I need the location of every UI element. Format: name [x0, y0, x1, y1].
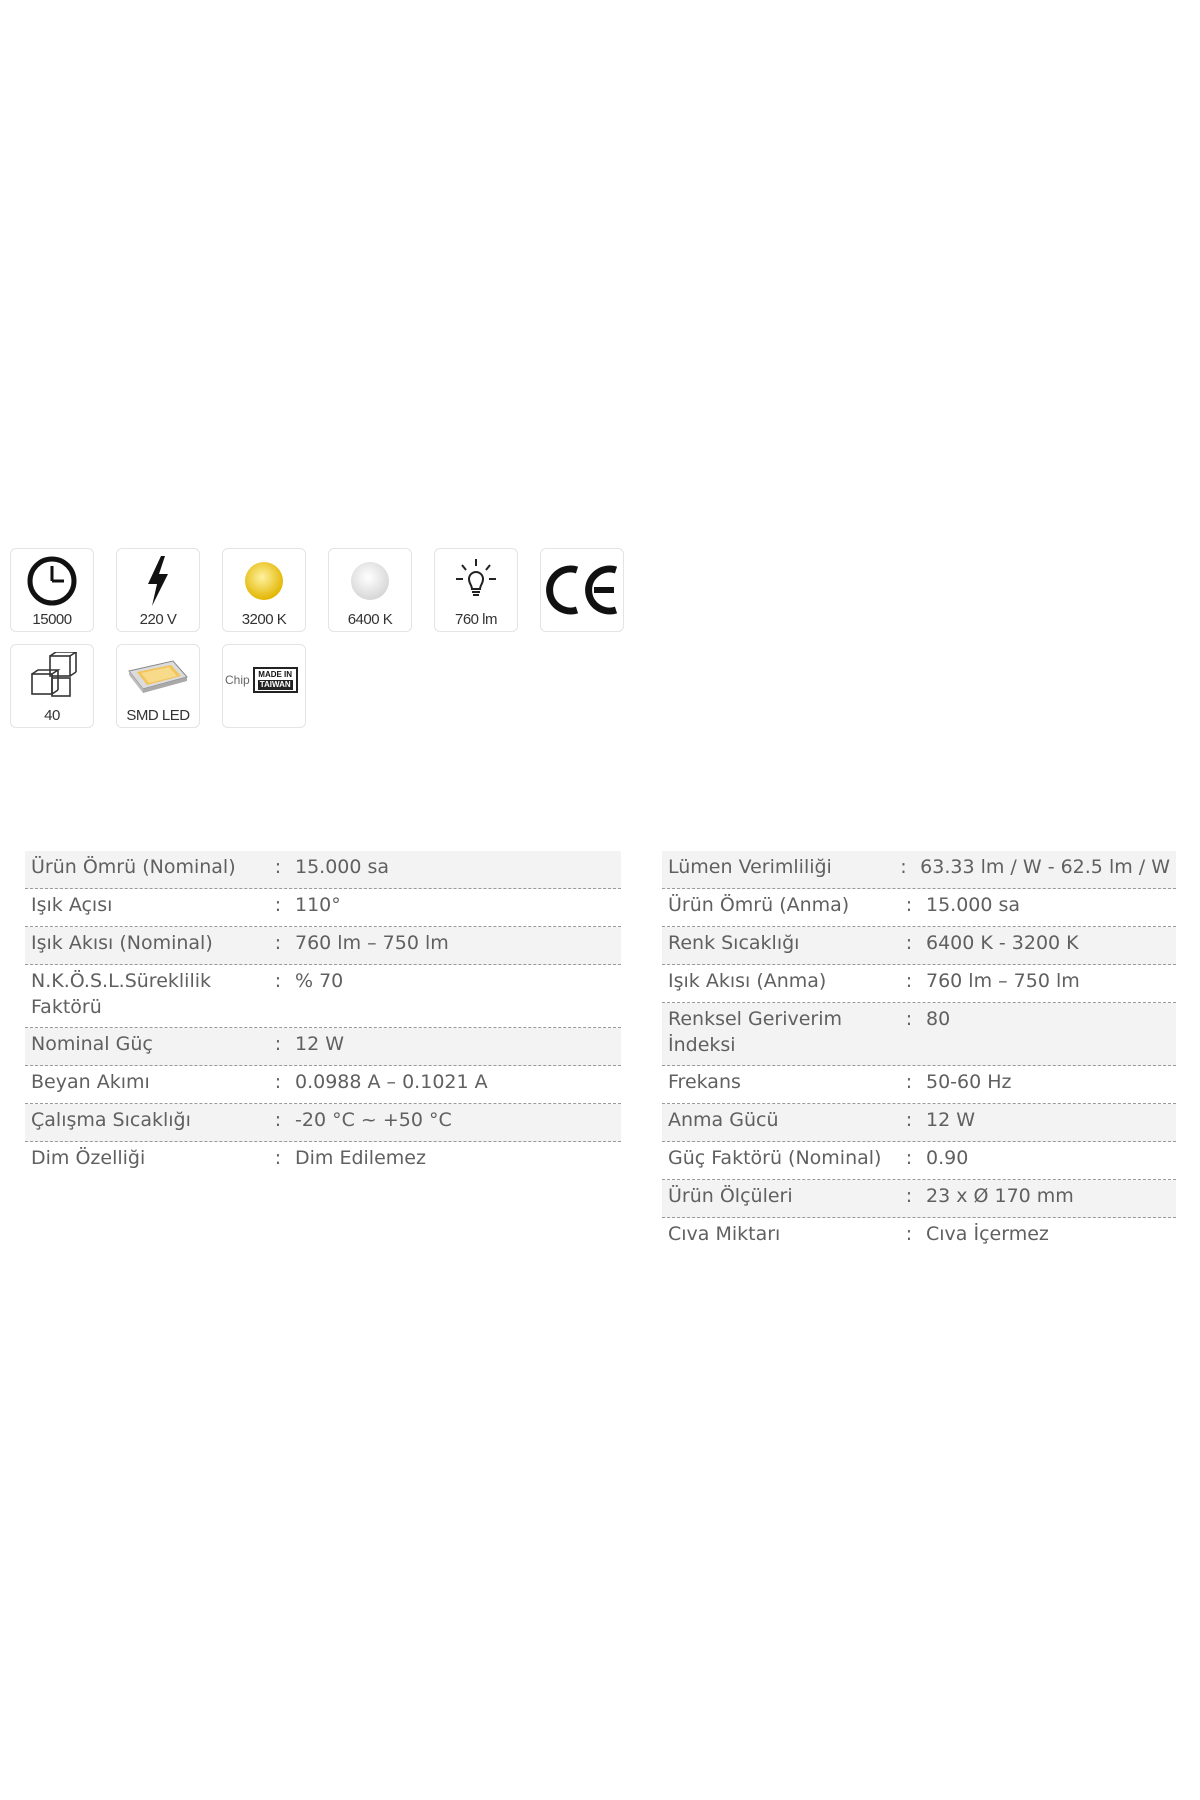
separator: : [900, 856, 907, 878]
separator: : [274, 894, 282, 916]
spec-row [662, 965, 1176, 1003]
spec-value: Cıva İçermez [926, 1223, 1049, 1245]
taiwan-text: TAIWAN [259, 680, 291, 689]
spec-key: Işık Açısı [31, 894, 113, 916]
separator: : [274, 1109, 282, 1131]
separator: : [274, 1147, 282, 1169]
spec-value: 760 lm – 750 lm [926, 970, 1080, 992]
separator: : [905, 1008, 913, 1030]
spec-key: Cıva Miktarı [668, 1223, 781, 1245]
lifetime-caption: 15000 [32, 611, 72, 628]
chip-made-in-taiwan-icon [253, 667, 298, 693]
spec-row [662, 889, 1176, 927]
spec-key: Dim Özelliği [31, 1147, 146, 1169]
separator: : [905, 894, 913, 916]
spec-key: Güç Faktörü (Nominal) [668, 1147, 882, 1169]
spec-value: 50-60 Hz [926, 1071, 1012, 1093]
spec-row [25, 965, 621, 1028]
warm-color-caption: 3200 K [241, 611, 287, 628]
boxes-icon [26, 652, 78, 702]
spec-row [662, 1066, 1176, 1104]
quantity-tile [10, 644, 94, 728]
spec-key: Anma Gücü [668, 1109, 779, 1131]
spec-row [25, 1142, 621, 1180]
spec-key: N.K.Ö.S.L.Süreklilik Faktörü [31, 970, 212, 1018]
spec-value: 0.90 [926, 1147, 969, 1169]
spec-key: Çalışma Sıcaklığı [31, 1109, 191, 1131]
spec-value: 15.000 sa [926, 894, 1021, 916]
separator: : [274, 856, 282, 878]
spec-table-left [25, 851, 621, 1180]
spec-key: Ürün Ömrü (Anma) [668, 894, 850, 916]
separator: : [905, 1071, 913, 1093]
spec-key: Işık Akısı (Anma) [668, 970, 827, 992]
separator: : [905, 970, 913, 992]
ce-mark-icon [544, 562, 620, 618]
spec-row [25, 851, 621, 889]
bulb-rays-icon [450, 555, 502, 607]
spec-row [662, 1104, 1176, 1142]
lumen-tile [434, 548, 518, 632]
cool-color-tile [328, 548, 412, 632]
spec-value: 0.0988 A – 0.1021 A [295, 1071, 488, 1093]
warm-color-tile [222, 548, 306, 632]
warm-light-icon [242, 559, 286, 603]
spec-value: 6400 K - 3200 K [926, 932, 1079, 954]
spec-value: 80 [926, 1008, 951, 1030]
quantity-caption: 40 [44, 707, 60, 724]
cool-color-caption: 6400 K [347, 611, 393, 628]
separator: : [905, 1109, 913, 1131]
spec-row [25, 1104, 621, 1142]
spec-value: 15.000 sa [295, 856, 390, 878]
spec-row [662, 1218, 1176, 1256]
spec-row [662, 1142, 1176, 1180]
spec-row [25, 889, 621, 927]
spec-key: Renksel Geriverim İndeksi [668, 1008, 843, 1056]
led-type-caption: SMD LED [126, 707, 190, 724]
lightning-icon [143, 554, 173, 608]
spec-row [25, 927, 621, 965]
spec-value: % 70 [295, 970, 344, 992]
smd-led-chip-icon [125, 657, 191, 697]
separator: : [905, 1223, 913, 1245]
spec-row [662, 1180, 1176, 1218]
separator: : [274, 932, 282, 954]
spec-key: Lümen Verimliliği [668, 856, 832, 878]
separator: : [274, 1071, 282, 1093]
spec-key: Ürün Ölçüleri [668, 1185, 793, 1207]
separator: : [274, 1033, 282, 1055]
spec-key: Ürün Ömrü (Nominal) [31, 856, 236, 878]
cool-light-icon [348, 559, 392, 603]
ce-tile [540, 548, 624, 632]
spec-value: 12 W [295, 1033, 345, 1055]
spec-value: 23 x Ø 170 mm [926, 1185, 1074, 1207]
spec-value: Dim Edilemez [295, 1147, 426, 1169]
spec-value: 110° [295, 894, 341, 916]
chip-origin-tile [222, 644, 306, 728]
made-in-text: MADE IN [258, 670, 293, 679]
lifetime-tile [10, 548, 94, 632]
voltage-tile [116, 548, 200, 632]
spec-value: 12 W [926, 1109, 976, 1131]
separator: : [905, 1185, 913, 1207]
spec-row [25, 1066, 621, 1104]
spec-key: Nominal Güç [31, 1033, 153, 1055]
spec-key: Frekans [668, 1071, 741, 1093]
spec-row [662, 1003, 1176, 1066]
spec-table-right [662, 851, 1176, 1256]
spec-key: Renk Sıcaklığı [668, 932, 800, 954]
led-type-tile [116, 644, 200, 728]
spec-row [662, 927, 1176, 965]
chip-label: Chip [225, 673, 250, 687]
spec-row [25, 1028, 621, 1066]
separator: : [905, 1147, 913, 1169]
spec-value: 63.33 lm / W - 62.5 lm / W [920, 856, 1170, 878]
spec-key: Beyan Akımı [31, 1071, 150, 1093]
spec-value: 760 lm – 750 lm [295, 932, 449, 954]
separator: : [905, 932, 913, 954]
spec-value: -20 °C ~ +50 °C [295, 1109, 452, 1131]
clock-icon [26, 555, 78, 607]
voltage-caption: 220 V [139, 611, 177, 628]
spec-row [662, 851, 1176, 889]
separator: : [274, 970, 282, 992]
spec-key: Işık Akısı (Nominal) [31, 932, 213, 954]
lumen-caption: 760 lm [454, 611, 498, 628]
